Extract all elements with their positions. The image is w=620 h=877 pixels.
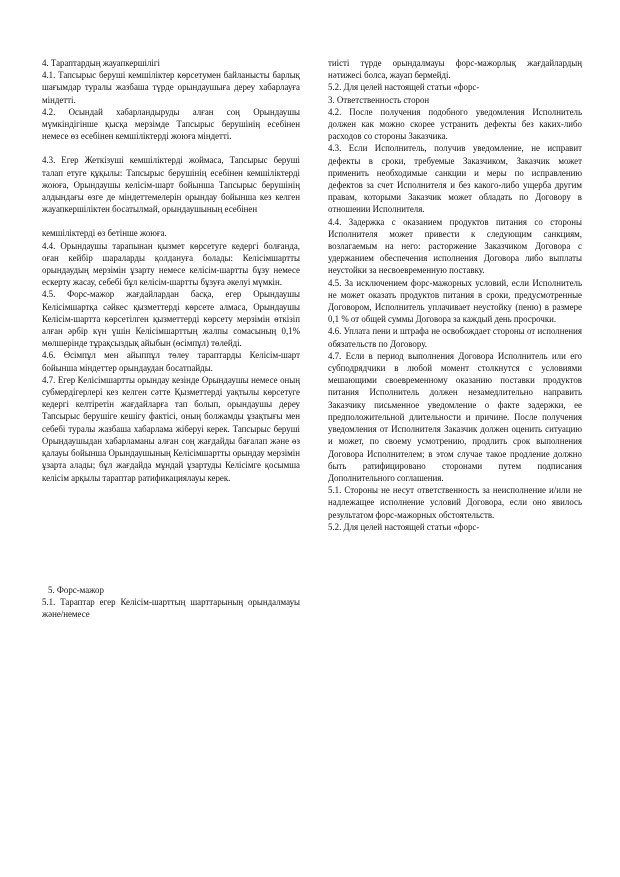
clause-4-7: 4.7. Егер Келісімшартты орындау кезінде Орындаушы немесе оның субмердігерлері кез келген сәтте Қызметтерді уақтылы көрсетуге кедергі келтіретін жағдайларға тап болып, орындаушы дереу Тапсырыс берушіге кешігу фактісі, оның болжамды ұзақтығы мен себебі туралы жазбаша хабарлама жіберуі керек. Тапсырыс беруші Орындаушыдан хабарламаны алған соң жағдайды бағалап және өз қалауы бойынша Орындаушының Келісімшартты орындау мерзімін ұзарта алады; бұл жағдайда мұндай ұзартуды Келісімге қосымша келісім арқылы тараптар ратификациялауы керек.	[42, 374, 300, 483]
clause-5-2-ru: 5.2. Для целей настоящей статьи «форс-	[328, 521, 480, 532]
clause-5-1: 5.1. Тараптар егер Келісім-шарттың шарттарының орындалмауы және/немесе	[42, 596, 300, 620]
clause-4-5: 4.5. Форс-мажор жағдайлардан басқа, егер Орындаушы Келісімшартқа сәйкес қызметтерді көрсете алмаса, Орындаушы Келісім-шартта көрсетілген қызметтерді көрсету мерзімін өткізіп алған әрбір күн үшін Келісімшарттың жалпы сомасының 0,1% мөлшерінде тұрақсыздық айыбын (өсімпұл) төлейді.	[42, 289, 300, 349]
clause-4-1: 4.1. Тапсырыс беруші кемшіліктер көрсетумен байланысты барлық шағымдар туралы жазбаша түрде орындаушыға дереу хабарлауға міндетті.	[42, 70, 300, 105]
clause-4-7-ru: 4.7. Если в период выполнения Договора Исполнитель или его субподрядчики в любой момент столкнутся с условиями мешающими своевременному оказанию поставки продуктов питания Исполнитель должен незамедлительно направить Заказчику письменное уведомление о факте задержки, ее предположительной длительности и причине. После получения уведомления от Исполнителя Заказчик должен оценить ситуацию и может, по своему усмотрению, продлить срок выполнения Договора Исполнителем; в этом случае такое продление должно быть ратифицировано сторонами путем подписания Дополнительного соглашения.	[328, 350, 582, 483]
clause-5-2: 5.2. Для целей настоящей статьи «форс-	[328, 82, 480, 93]
clause-4-3: 4.3. Егер Жеткізуші кемшіліктерді жоймаса, Тапсырыс беруші талап етуге құқылы: Тапсырыс берушінің есебінен кемшіліктерді жоюға, Орындаушы келісім-шарт бойынша Тапсырыс берушінің алдындағы өзге де міндеттемелерін орындау бойынша кез келген жауапкершіліктен босатылмай, орындаушының есебінен	[42, 155, 300, 215]
clause-4-4-ru: 4.4. Задержка с оказанием продуктов питания со стороны Исполнителя может привести к следующим санкциям, возлагаемым на него: расторжение Заказчиком Договора с удержанием обеспечения исполнения Договора либо выплаты неустойки за несвоевременную поставку.	[328, 216, 582, 276]
clause-4-6-ru: 4.6. Уплата пени и штрафа не освобождает стороны от исполнения обязательств по Договору.	[328, 326, 582, 349]
clause-4-4: 4.4. Орындаушы тарапынан қызмет көрсетуге кедергі болғанда, оған кейбір шараларды қолдануға болады: Келісімшартты орындаудың мерзімін ұзарту немесе келісім-шартты бұзу немесе ескерту жасау, себебі бұл келісім-шартты бұзуға әкелуі мүмкін.	[42, 240, 300, 288]
section-heading-5: 5. Форс-мажор	[48, 584, 104, 595]
right-column	[328, 57, 582, 533]
clause-4-3-continued: кемшіліктерді өз бетінше жоюға.	[42, 228, 167, 239]
clause-5-1-continued: тиісті түрде орындалмауы форс-мажорлық жағдайлардың нәтижесі болса, жауап бермейді.	[328, 58, 582, 81]
clause-4-2: 4.2. Осындай хабарландыруды алған соң Орындаушы мүмкіндігінше қысқа мерзімде Тапсырыс берушінің есебінен немесе өз есебінен кемшіліктерді жоюға міндетті.	[42, 106, 300, 142]
clause-4-2-ru: 4.2. После получения подобного уведомления Исполнитель должен как можно скорее устранить дефекты без каких-либо расходов со стороны Заказчика.	[328, 106, 582, 142]
left-column	[42, 57, 300, 620]
section-heading-4: 4. Тараптардың жауапкершілігі	[42, 58, 160, 68]
clause-4-5-ru: 4.5. За исключением форс-мажорных условий, если Исполнитель не может оказать продуктов питания в сроки, предусмотренные Договором, Исполнитель уплачивает неустойку (пеню) в размере 0,1 % от общей суммы Договора за каждый день просрочки.	[328, 277, 582, 325]
clause-5-1-ru: 5.1. Стороны не несут ответственность за неисполнение и/или не надлежащее исполнение условий Договора, если оно явилось результатом форс-мажорных обстоятельств.	[328, 485, 582, 520]
section-heading-3: 3. Ответственность сторон	[328, 94, 430, 105]
clause-4-3-ru: 4.3. Если Исполнитель, получив уведомление, не исправит дефекты в сроки, требуемые Заказчиком, Заказчик может применить необходимые санкции и меры по исправлению дефектов за счет Исполнителя и без какого-либо ущерба другим правам, которыми Заказчик может обладать по Договору в отношении Исполнителя.	[328, 143, 582, 215]
clause-4-6: 4.6. Өсімпұл мен айыппұл төлеу тараптарды Келісім-шарт бойынша міндеттер орындаудан босатпайды.	[42, 350, 300, 373]
